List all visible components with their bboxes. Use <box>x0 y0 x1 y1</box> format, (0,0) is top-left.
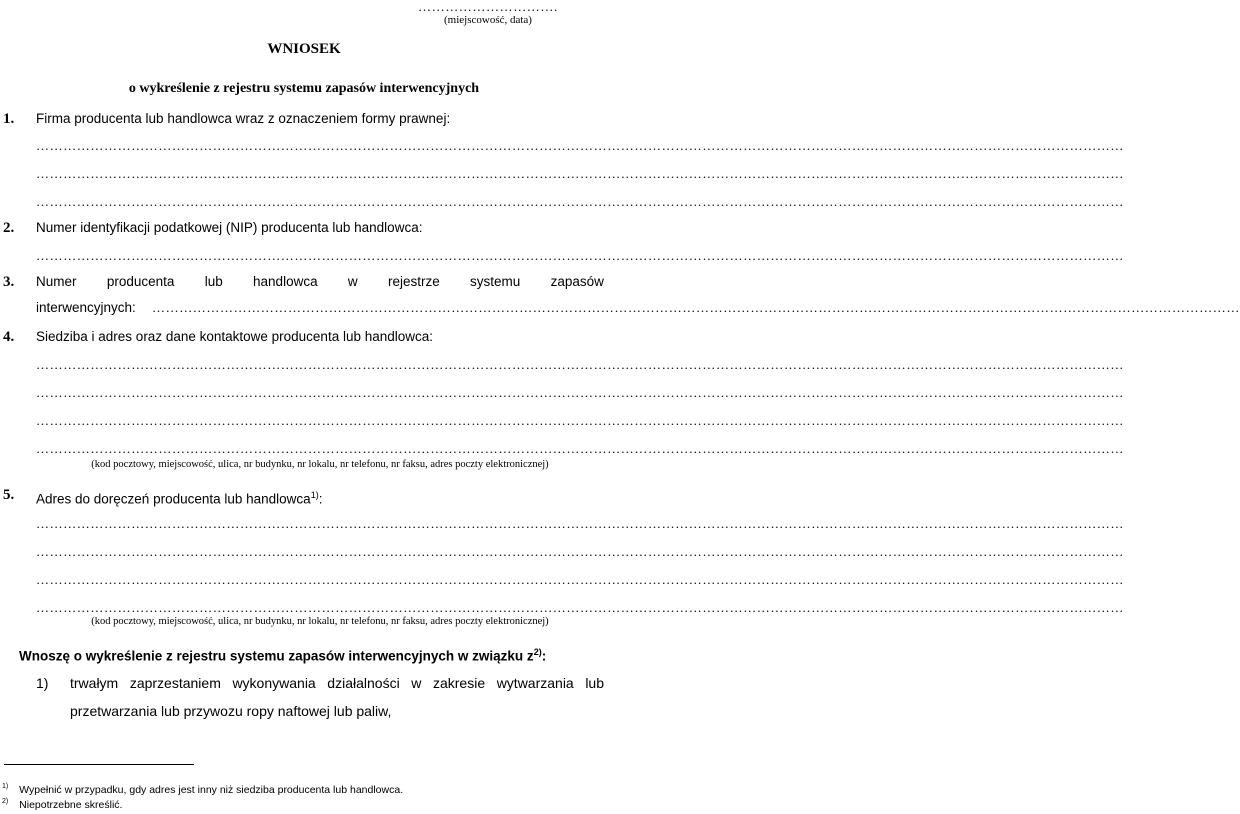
item-3-word: lub <box>204 274 223 289</box>
item-5-label-text: Adres do doręczeń producenta lub handlowca <box>36 491 311 507</box>
item-5-caption: (kod pocztowy, miejscowość, ulica, nr budynku, nr lokalu, nr telefonu, nr faksu, adres poczty elektronicznej) <box>91 616 549 627</box>
item-2-field-line[interactable]: …………………………………………………………………………………………………………………………………………………………………………………………………………………… <box>36 248 1124 263</box>
item-3-word: handlowca <box>253 274 318 289</box>
footnote-2-text: Niepotrzebne skreślić. <box>19 798 123 811</box>
item-4-caption: (kod pocztowy, miejscowość, ulica, nr budynku, nr lokalu, nr telefonu, nr faksu, adres poczty elektronicznej) <box>91 459 549 470</box>
item-3-label-line2: interwencyjnych: <box>36 300 136 315</box>
item-5-field-line[interactable]: …………………………………………………………………………………………………………………………………………………………………………………………………………………… <box>36 600 1124 615</box>
item-2-label: Numer identyfikacji podatkowej (NIP) producenta lub handlowca: <box>36 220 423 235</box>
document-title: WNIOSEK <box>267 41 341 57</box>
item-5-field-line[interactable]: …………………………………………………………………………………………………………………………………………………………………………………………………………………… <box>36 544 1124 559</box>
item-5-number: 5. <box>3 487 15 503</box>
item-3-word: zapasów <box>550 274 604 289</box>
document-subtitle: o wykreślenie z rejestru systemu zapasów interwencyjnych <box>128 81 480 96</box>
footnote-ref-1: 1) <box>310 490 319 500</box>
item-1-field-line[interactable]: …………………………………………………………………………………………………………………………………………………………………………………………………………………… <box>36 194 1124 209</box>
item-5-field-line[interactable]: …………………………………………………………………………………………………………………………………………………………………………………………………………………… <box>36 572 1124 587</box>
item-3-number: 3. <box>3 274 15 290</box>
footnote-2-mark: 2) <box>2 798 9 805</box>
request-heading <box>19 643 546 666</box>
item-3-word: rejestrze <box>387 274 440 289</box>
item-2-number: 2. <box>3 220 15 236</box>
item-5-label-suffix: : <box>318 491 323 507</box>
item-3-label-line1 <box>36 273 604 291</box>
footnote-1-mark: 1) <box>2 783 9 790</box>
option-1-checkbox-text[interactable] <box>70 674 604 720</box>
item-3-word: systemu <box>470 274 521 289</box>
footnote-separator <box>4 764 194 765</box>
place-date-caption: (miejscowość, data) <box>444 14 532 26</box>
item-4-field-line[interactable]: …………………………………………………………………………………………………………………………………………………………………………………………………………………… <box>36 357 1124 372</box>
item-3-field-line[interactable]: …………………………………………………………………………………………………………………………………………………………………………………………………………………… <box>152 300 1240 315</box>
item-4-field-line[interactable]: …………………………………………………………………………………………………………………………………………………………………………………………………………………… <box>36 441 1124 456</box>
item-1-label: Firma producenta lub handlowca wraz z oznaczeniem formy prawnej: <box>36 111 451 126</box>
item-5-field-line[interactable]: …………………………………………………………………………………………………………………………………………………………………………………………………………………… <box>36 516 1124 531</box>
item-4-number: 4. <box>3 329 15 345</box>
item-1-field-line[interactable]: …………………………………………………………………………………………………………………………………………………………………………………………………………………… <box>36 166 1124 181</box>
item-3-word: producenta <box>106 274 175 289</box>
item-1-field-line[interactable]: …………………………………………………………………………………………………………………………………………………………………………………………………………………… <box>36 138 1124 153</box>
option-1-line2: przetwarzania lub przywozu ropy naftowej lub paliw, <box>70 703 392 719</box>
request-heading-text: Wnoszę o wykreślenie z rejestru systemu zapasów interwencyjnych w związku z <box>19 648 534 664</box>
footnote-1-text: Wypełnić w przypadku, gdy adres jest inny niż siedziba producenta lub handlowca. <box>19 783 404 796</box>
item-3-word: w <box>347 274 358 289</box>
footnote-2 <box>2 795 122 812</box>
item-4-field-line[interactable]: …………………………………………………………………………………………………………………………………………………………………………………………………………………… <box>36 385 1124 400</box>
item-1-number: 1. <box>3 111 15 127</box>
request-heading-suffix: : <box>541 648 547 664</box>
item-3-word: Numer <box>36 274 77 289</box>
footnote-ref-2: 2) <box>533 647 542 657</box>
item-4-label: Siedziba i adres oraz dane kontaktowe producenta lub handlowca: <box>36 329 434 344</box>
item-4-field-line[interactable]: …………………………………………………………………………………………………………………………………………………………………………………………………………………… <box>36 413 1124 428</box>
option-1-number: 1) <box>36 675 49 691</box>
place-date-dots: …………………………. <box>418 0 558 14</box>
option-1-line1: trwałym zaprzestaniem wykonywania działalności w zakresie wytwarzania lub <box>70 675 604 691</box>
item-5-label <box>36 486 322 509</box>
